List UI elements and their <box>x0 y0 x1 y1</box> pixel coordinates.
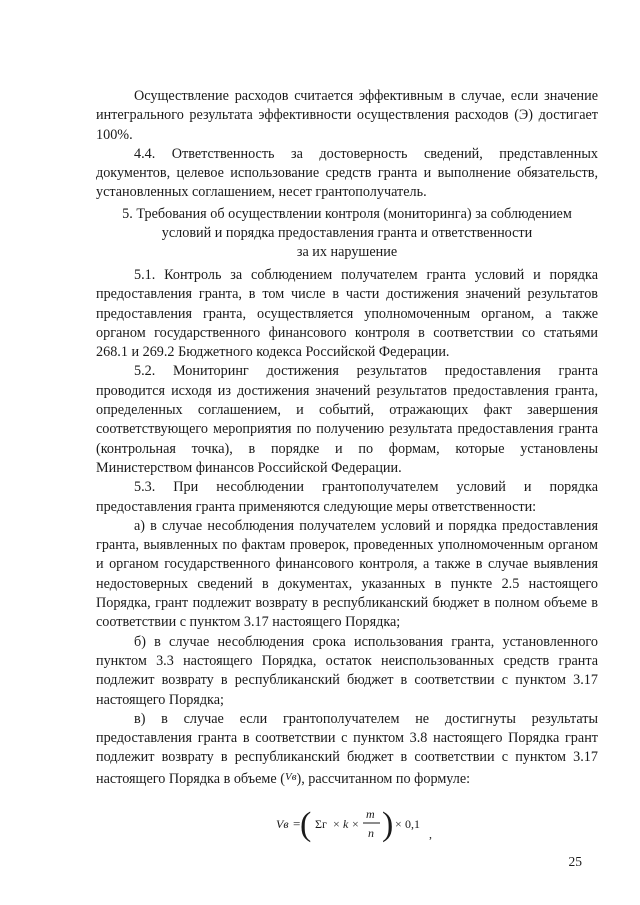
formula-coefficient: 0,1 <box>405 817 420 831</box>
formula-equals: = <box>293 816 301 831</box>
formula-sum: Σг <box>315 817 327 831</box>
efficiency-paragraph: Осуществление расходов считается эффективным в случае, если значение интегрального результата эффективности осуществления расходов (Э) достигает 100%. <box>96 88 598 143</box>
heading-line: за их нарушение <box>296 244 398 260</box>
formula-denominator: n <box>368 826 374 840</box>
formula-right-paren: ) <box>382 806 394 843</box>
item-a: а) в случае несоблюдения получателем условий и порядка предоставления гранта, выявленных по фактам проверок, проведенных уполномоченным органом и органом государственного финансового контроля, а также в случае выявления недостоверных сведений в документах, указанных в пункте 2.5 настоящего Порядка, грант подлежит возврату в республиканский бюджет в полном объеме в соответствии с пунктом 3.17 настоящего Порядка; <box>96 517 598 631</box>
paragraph-5-1: 5.1. Контроль за соблюдением получателем гранта условий и порядка предоставления гранта, в том числе в части достижения значений результатов предоставления гранта, осуществляется уполномоченным органом, а также органом государственного финансового контроля в соответствии со статьями 268.1 и 269.2 Бюджетного кодекса Российской Федерации. <box>96 267 598 361</box>
paragraph-5-3: 5.3. При несоблюдении грантополучателем условий и порядка предоставления гранта применяются следующие меры ответственности: <box>96 479 598 515</box>
refund-formula <box>0 802 640 846</box>
formula-numerator: m <box>366 807 375 821</box>
formula-times: × <box>395 817 402 831</box>
page-number: 25 <box>568 854 582 869</box>
section-5-body <box>96 266 598 789</box>
section-5-heading <box>96 205 598 262</box>
formula-left-paren: ( <box>300 806 312 843</box>
formula-trailing-comma: , <box>429 827 432 841</box>
formula-lhs: Vв <box>276 817 289 831</box>
section-4-continuation <box>96 87 598 203</box>
heading-line: 5. Требования об осуществлении контроля (мониторинга) за соблюдением <box>122 206 572 222</box>
paragraph-4-4: 4.4. Ответственность за достоверность сведений, представленных документов, целевое использование средств гранта и выполнение обязательств, установленных соглашением, несет грантополучатель. <box>96 145 598 201</box>
formula-times: × <box>333 817 340 831</box>
item-c-text-end: ), рассчитанном по формуле: <box>296 770 471 787</box>
item-c-text: в) в случае если грантополучателем не достигнуты результаты предоставления гранта в соответствии с пунктом 3.8 настоящего Порядка грант подлежит возврату в республиканский бюджет в соответствии с пунктом 3.17 настоящего Порядка в объеме ( <box>96 710 598 787</box>
inline-variable: Vв <box>284 770 297 783</box>
heading-line: условий и порядка предоставления гранта и ответственности <box>161 225 533 241</box>
item-c <box>96 710 598 789</box>
paragraph-5-2: 5.2. Мониторинг достижения результатов предоставления гранта проводится исходя из достижения значений результатов предоставления гранта, определенных соглашением, и событий, отражающих факт завершения соответствующего мероприятия по получению результата предоставления гранта (контрольная точка), в порядке и по формам, которые установлены Министерством финансов Российской Федерации. <box>96 363 598 476</box>
formula-k: k <box>343 817 349 831</box>
formula-times: × <box>352 817 359 831</box>
item-b: б) в случае несоблюдения срока использования гранта, установленного пунктом 3.3 настоящего Порядка, остаток неиспользованных средств гранта подлежит возврату в республиканский бюджет в соответствии с пунктом 3.17 настоящего Порядка; <box>96 633 598 708</box>
